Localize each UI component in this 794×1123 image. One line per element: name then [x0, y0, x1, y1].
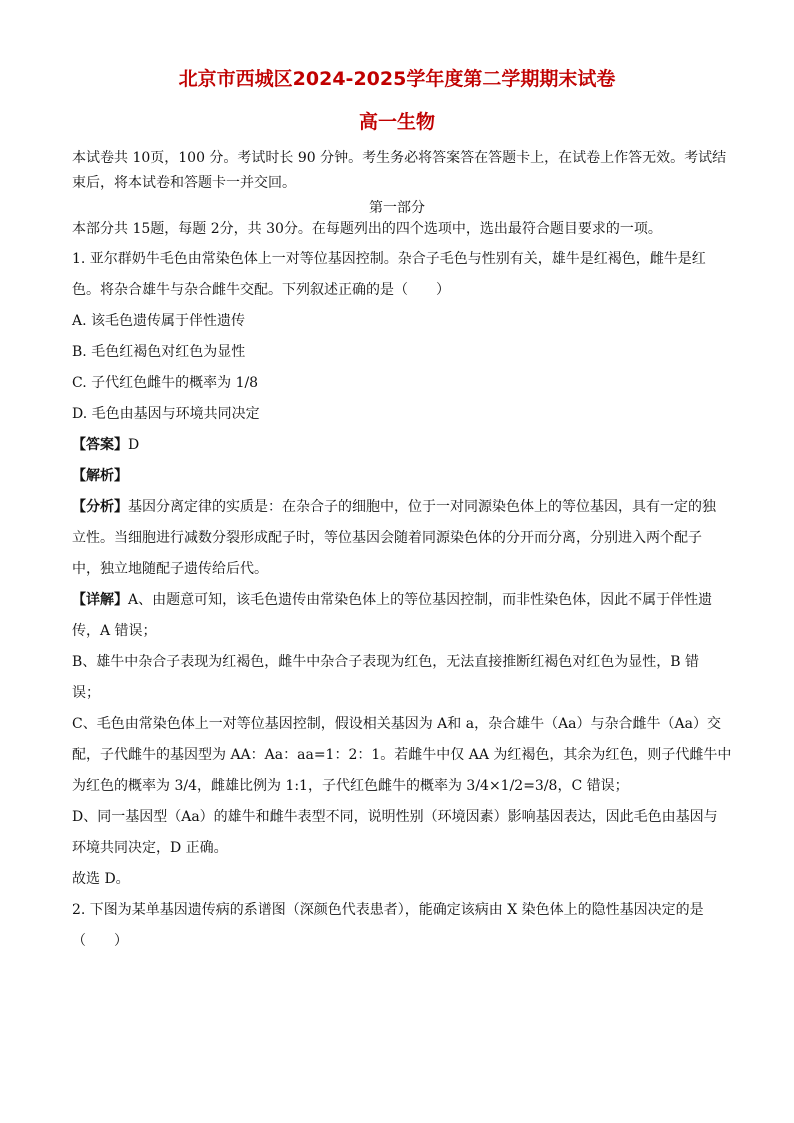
fenxi-line-1	[72, 497, 722, 517]
q1-stem-line-1: 1. 亚尔群奶牛毛色由常染色体上一对等位基因控制。杂合子毛色与性别有关，雄牛是红褐色，雌牛是红	[72, 251, 706, 267]
xiangjie-line-d1: D、同一基因型（Aa）的雄牛和雌牛表型不同，说明性别（环境因素）影响基因表达，因此毛色由基因与	[72, 809, 718, 825]
intro-line-2: 束后，将本试卷和答题卡一并交回。	[72, 175, 296, 191]
answer-value: D	[128, 437, 140, 453]
xiangjie-line-c2: 配，子代雌牛的基因型为 AA：Aa：aa=1：2：1。若雌牛中仅 AA 为红褐色，其余为红色，则子代雌牛中	[72, 747, 732, 763]
xiangjie-line-b1: B、雄牛中杂合子表现为红褐色，雌牛中杂合子表现为红色，无法直接推断红褐色对红色为显性，B 错	[72, 654, 700, 670]
fenxi-line-3: 中，独立地随配子遗传给后代。	[72, 561, 268, 577]
q1-answer	[72, 435, 722, 455]
q1-option-b: B. 毛色红褐色对红色为显性	[72, 344, 246, 360]
fenxi-text-1: 基因分离定律的实质是：在杂合子的细胞中，位于一对同源染色体上的等位基因，具有一定的独	[128, 499, 716, 515]
xiangjie-line-c1: C、毛色由常染色体上一对等位基因控制，假设相关基因为 A和 a，杂合雄牛（Aa）与杂合雌牛（Aa）交	[72, 716, 721, 732]
fenxi-line-2: 立性。当细胞进行减数分裂形成配子时，等位基因会随着同源染色体的分开而分离，分别进入两个配子	[72, 530, 702, 546]
q2-stem-line-1: 2. 下图为某单基因遗传病的系谱图（深颜色代表患者），能确定该病由 X 染色体上的隐性基因决定的是	[72, 902, 704, 918]
exam-subject: 高一生物	[358, 111, 435, 133]
xiangjie-line-b2: 误；	[72, 685, 100, 701]
xiangjie-line-a2: 传，A 错误；	[72, 623, 157, 639]
xiangjie-tag: 【详解】	[72, 592, 128, 608]
part-title: 第一部分	[369, 200, 425, 216]
q1-stem-line-2: 色。将杂合雄牛与杂合雌牛交配。下列叙述正确的是（ ）	[72, 282, 450, 298]
q1-conclusion: 故选 D。	[72, 871, 130, 887]
xiangjie-text-a1: A、由题意可知，该毛色遗传由常染色体上的等位基因控制，而非性染色体，因此不属于伴性遗	[128, 592, 713, 608]
analysis-tag: 【解析】	[72, 468, 128, 484]
part-description: 本部分共 15题，每题 2分，共 30分。在每题列出的四个选项中，选出最符合题目要求的一项。	[72, 221, 662, 237]
xiangjie-line-a1	[72, 590, 722, 610]
q1-option-a: A. 该毛色遗传属于伴性遗传	[72, 313, 246, 329]
q2-stem-line-2: （ ）	[72, 933, 128, 949]
exam-title: 北京市西城区2024-2025学年度第二学期期末试卷	[178, 68, 616, 90]
intro-line-1: 本试卷共 10页，100 分。考试时长 90 分钟。考生务必将答案答在答题卡上，在试卷上作答无效。考试结	[72, 150, 727, 166]
fenxi-tag: 【分析】	[72, 499, 128, 515]
xiangjie-line-d2: 环境共同决定，D 正确。	[72, 840, 228, 856]
xiangjie-line-c3: 为红色的概率为 3/4，雌雄比例为 1:1，子代红色雌牛的概率为 3/4×1/2=3/8，C 错误；	[72, 778, 629, 794]
answer-tag: 【答案】	[72, 437, 128, 453]
q1-option-d: D. 毛色由基因与环境共同决定	[72, 406, 260, 422]
q1-option-c: C. 子代红色雌牛的概率为 1/8	[72, 375, 259, 391]
